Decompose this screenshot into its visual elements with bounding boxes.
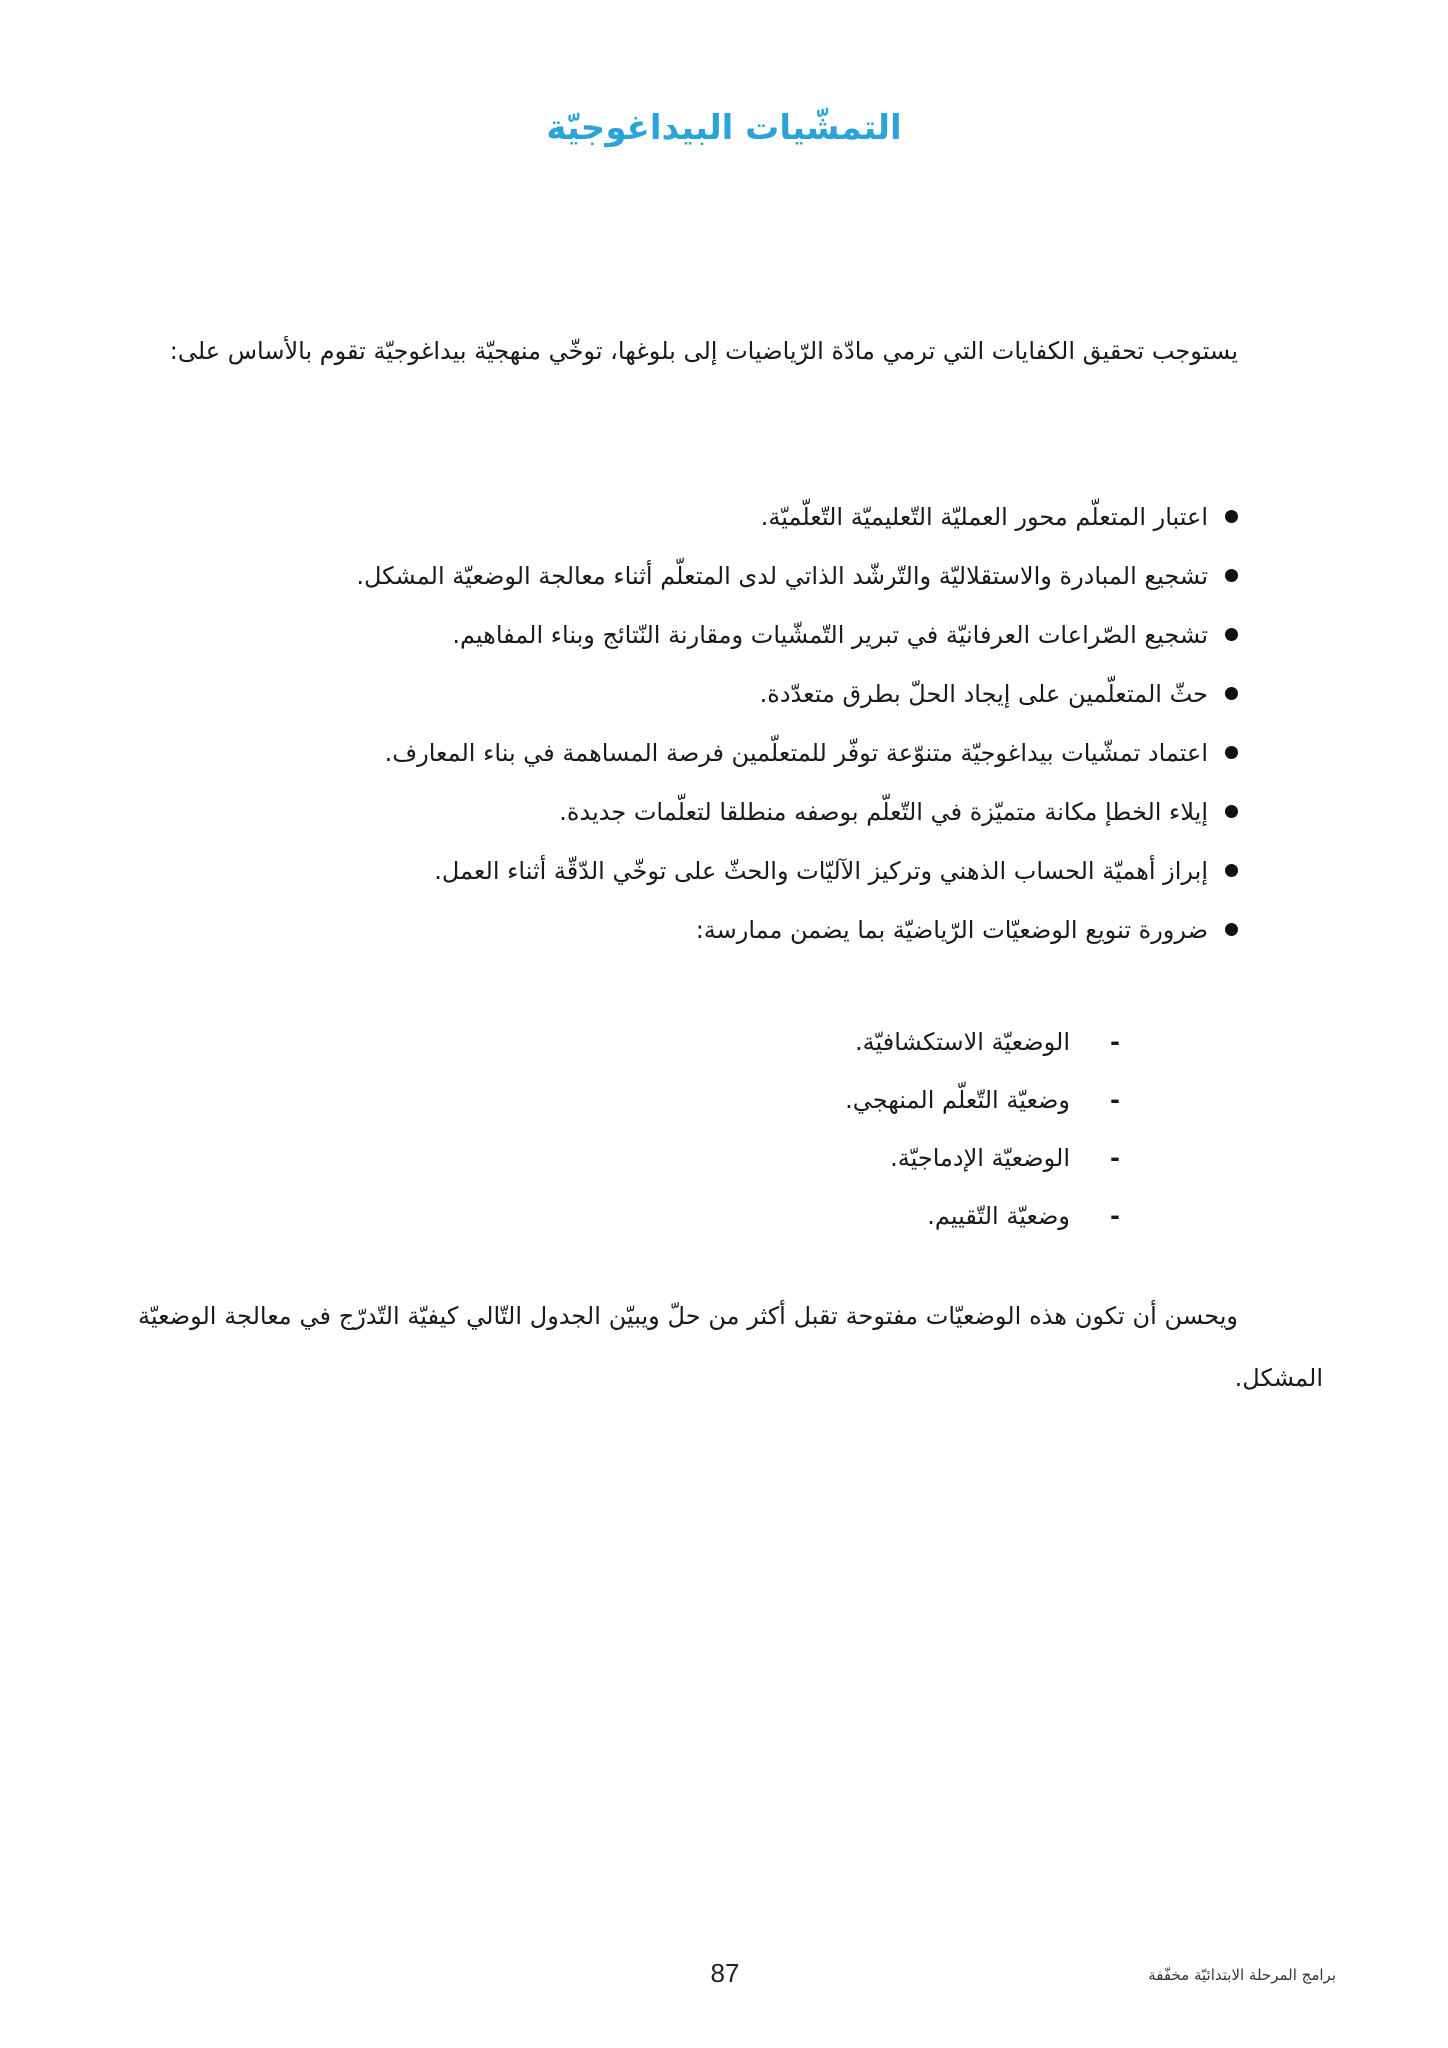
list-item-text: إيلاء الخطإ مكانة متميّزة في التّعلّم بوصفه منطلقا لتعلّمات جديدة.: [559, 798, 1208, 826]
list-item-text: اعتماد تمشّيات بيداغوجيّة متنوّعة توفّر للمتعلّمين فرصة المساهمة في بناء المعارف.: [384, 739, 1208, 767]
bullet-dot-icon: [1225, 805, 1238, 818]
list-item-text: تشجيع الصّراعات العرفانيّة في تبرير التّمشّيات ومقارنة النّتائج وبناء المفاهيم.: [452, 621, 1208, 649]
intro-paragraph: [138, 320, 1323, 382]
principles-list: [238, 488, 1238, 960]
sub-list-item-text: وضعيّة التّعلّم المنهجي.: [845, 1086, 1070, 1114]
dash-icon: -: [1110, 1202, 1120, 1230]
outro-text: ويحسن أن تكون هذه الوضعيّات مفتوحة تقبل أكثر من حلّ ويبيّن الجدول التّالي كيفيّة التّدرّج في معالجة الوضعيّة المشكل.: [138, 1302, 1323, 1392]
list-item-text: اعتبار المتعلّم محور العمليّة التّعليميّة التّعلّميّة.: [760, 503, 1208, 531]
list-item-text: ضرورة تنويع الوضعيّات الرّياضيّة بما يضمن ممارسة:: [695, 916, 1208, 944]
book-title-footer: برامج المرحلة الابتدائيّة مخفّفة: [1148, 1966, 1336, 1984]
list-item: [238, 665, 1238, 724]
bullet-dot-icon: [1225, 510, 1238, 523]
dash-icon: -: [1110, 1028, 1120, 1056]
sub-list-item: [620, 1071, 1120, 1129]
sub-list-item: [620, 1187, 1120, 1245]
bullet-dot-icon: [1225, 687, 1238, 700]
sub-list-item-text: الوضعيّة الاستكشافيّة.: [855, 1028, 1070, 1056]
sub-list-item: [620, 1013, 1120, 1071]
list-item-text: حثّ المتعلّمين على إيجاد الحلّ بطرق متعدّدة.: [759, 680, 1208, 708]
bullet-dot-icon: [1225, 864, 1238, 877]
page-title: التمشّيات البيداغوجيّة: [546, 108, 902, 148]
list-item: [238, 901, 1238, 960]
list-item: [238, 724, 1238, 783]
sub-list-item: [620, 1129, 1120, 1187]
list-item: [238, 783, 1238, 842]
list-item: [238, 547, 1238, 606]
list-item: [238, 842, 1238, 901]
list-item-text: إبراز أهميّة الحساب الذهني وتركيز الآليّات والحثّ على توخّي الدّقّة أثناء العمل.: [434, 857, 1208, 885]
sub-list-item-text: وضعيّة التّقييم.: [927, 1202, 1070, 1230]
situations-sublist: [620, 1013, 1120, 1245]
bullet-dot-icon: [1225, 628, 1238, 641]
bullet-dot-icon: [1225, 569, 1238, 582]
bullet-dot-icon: [1225, 746, 1238, 759]
list-item-text: تشجيع المبادرة والاستقلاليّة والتّرشّد الذاتي لدى المتعلّم أثناء معالجة الوضعيّة المشكل.: [356, 562, 1208, 590]
bullet-dot-icon: [1225, 923, 1238, 936]
dash-icon: -: [1110, 1086, 1120, 1114]
list-item: [238, 606, 1238, 665]
sub-list-item-text: الوضعيّة الإدماجيّة.: [890, 1144, 1070, 1172]
page-number: 87: [710, 1958, 740, 1988]
intro-text: يستوجب تحقيق الكفايات التي ترمي مادّة الرّياضيات إلى بلوغها، توخّي منهجيّة بيداغوجيّة تقوم بالأساس على:: [169, 337, 1238, 365]
dash-icon: -: [1110, 1144, 1120, 1172]
list-item: [238, 488, 1238, 547]
outro-paragraph: [138, 1285, 1323, 1409]
